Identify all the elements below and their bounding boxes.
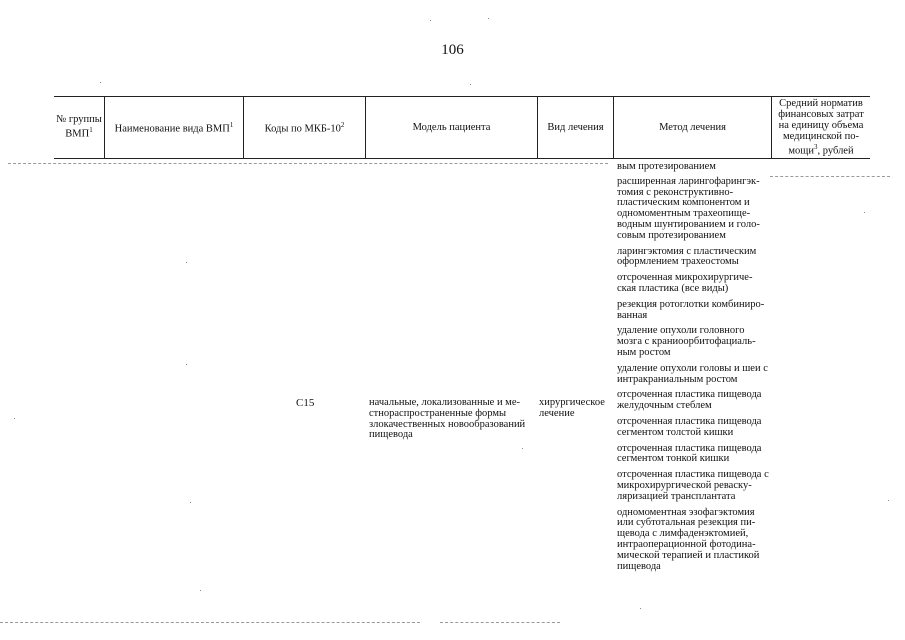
table-header-bottom-border xyxy=(54,158,870,159)
patient-model-cell: начальные, локализованные и ме-стнораспространенные формы злокачественных новообразований пищевода xyxy=(369,397,526,441)
method-item: отсроченная пластика пищевода желудочным стеблем xyxy=(617,389,762,412)
header-icd-codes xyxy=(244,96,365,158)
scan-artifact-line xyxy=(440,622,560,623)
method-item: одномоментная эзофагэктомия или субтотальная резекция пи-щевода с лимфаденэктомией, интраоперационной фотодина-мической терапией и пластикой пищевода xyxy=(617,506,760,572)
page-number: 106 xyxy=(441,42,464,58)
header-average-cost xyxy=(772,96,870,158)
footnote-mark: 2 xyxy=(340,120,345,129)
scan-artifact-line xyxy=(0,622,420,623)
method-item: резекция ротоглотки комбиниро-ванная xyxy=(617,298,765,321)
header-vmp-name-text: Наименование вида ВМП xyxy=(114,123,230,135)
scan-artifact-line xyxy=(8,163,608,164)
method-item: вым протезированием xyxy=(617,161,716,172)
scan-speck xyxy=(200,590,201,591)
scan-artifact-line xyxy=(770,176,890,177)
header-treatment-type xyxy=(538,96,613,158)
scan-speck xyxy=(100,82,101,83)
icd-code-cell: C15 xyxy=(296,397,315,409)
header-treatment-method xyxy=(614,96,771,158)
scan-speck xyxy=(186,364,187,365)
header-treatment-method-text: Метод лечения xyxy=(659,121,726,133)
footnote-mark: 3 xyxy=(814,142,818,151)
footnote-mark: 1 xyxy=(89,126,93,135)
method-item: удаление опухоли головного мозга с краниоорбитофациаль-ным ростом xyxy=(617,325,756,358)
method-item: отсроченная пластика пищевода сегментом толстой кишки xyxy=(617,415,762,438)
method-item: отсроченная пластика пищевода с микрохирургической реваску-ляризацией трансплантата xyxy=(617,469,769,502)
scan-speck xyxy=(14,418,15,419)
scan-speck xyxy=(186,262,187,263)
header-average-cost-unit: , рублей xyxy=(817,145,854,157)
header-treatment-type-text: Вид лечения xyxy=(547,121,604,133)
header-group-number-text: № группы ВМП xyxy=(56,114,102,140)
scan-speck xyxy=(522,448,523,449)
scan-speck xyxy=(640,608,641,609)
method-item: расширенная ларингофарингэк-томия с реконструктивно-пластическим компонентом и одномоментным трахеопище-водным шунтированием и голо-совым протезированием xyxy=(617,175,760,241)
method-item: удаление опухоли головы и шеи с интракраниальным ростом xyxy=(617,362,768,385)
header-patient-model xyxy=(366,96,537,158)
treatment-type-cell: хирургическое лечение xyxy=(539,397,605,419)
method-item: отсроченная пластика пищевода сегментом тонкой кишки xyxy=(617,442,762,465)
treatment-method-list xyxy=(617,162,769,577)
header-icd-codes-text: Коды по МКБ-10 xyxy=(264,123,341,135)
footnote-mark: 1 xyxy=(229,120,234,129)
scan-speck xyxy=(190,502,191,503)
header-vmp-name xyxy=(105,96,243,158)
method-item: отсроченная микрохирургиче-ская пластика (все виды) xyxy=(617,272,753,294)
scan-speck xyxy=(430,20,431,21)
scan-speck xyxy=(864,212,865,213)
header-patient-model-text: Модель пациента xyxy=(412,121,491,133)
scan-speck xyxy=(470,84,471,85)
scan-speck xyxy=(888,500,889,501)
header-group-number xyxy=(54,96,104,158)
scan-speck xyxy=(488,18,489,19)
header-average-cost-text: Средний норматив финансовых затрат на единицу объема медицинской по-мощи xyxy=(778,97,864,157)
method-item: ларингэктомия с пластическим оформлением трахеостомы xyxy=(617,245,757,268)
